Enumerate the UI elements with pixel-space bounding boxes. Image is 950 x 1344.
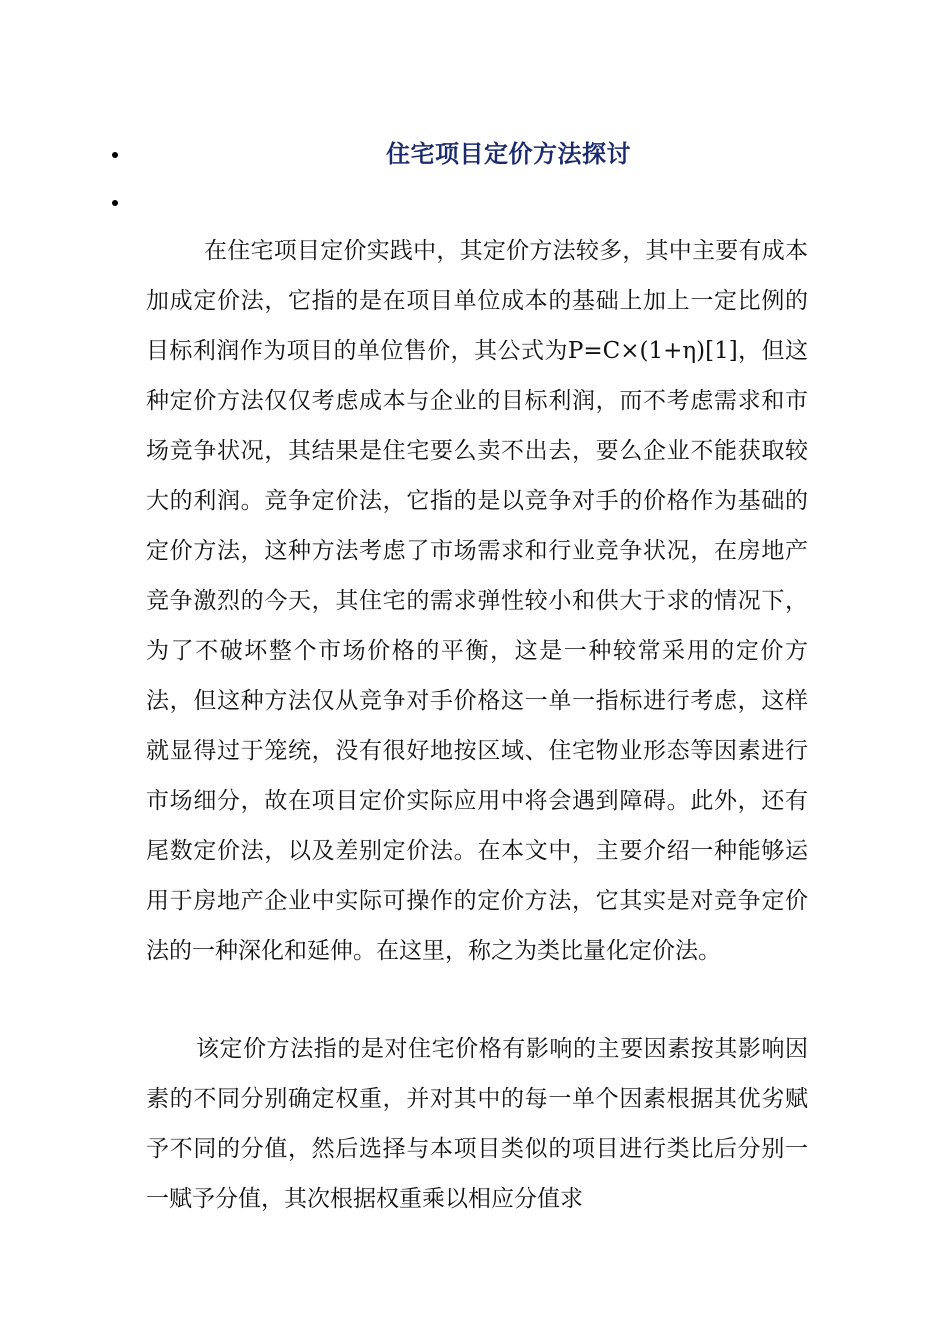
paragraph-1: 在住宅项目定价实践中，其定价方法较多，其中主要有成本加成定价法，它指的是在项目单位成本的基础上加上一定比例的目标利润作为项目的单位售价，其公式为P=C×(1+η)[1]，但这种定价方法仅仅考虑成本与企业的目标利润，而不考虑需求和市场竞争状况，其结果是住宅要么卖不出去，要么企业不能获取较大的利润。竞争定价法，它指的是以竞争对手的价格作为基础的定价方法，这种方法考虑了市场需求和行业竞争状况，在房地产竞争激烈的今天，其住宅的需求弹性较小和供大于求的情况下，为了不破坏整个市场价格的平衡，这是一种较常采用的定价方法，但这种方法仅从竞争对手价格这一单一指标进行考虑，这样就显得过于笼统，没有很好地按区域、住宅物业形态等因素进行市场细分，故在项目定价实际应用中将会遇到障碍。此外，还有尾数定价法，以及差别定价法。在本文中，主要介绍一种能够运用于房地产企业中实际可操作的定价方法，它其实是对竞争定价法的一种深化和延伸。在这里，称之为类比量化定价法。 (146, 238, 808, 964)
list-bullet (112, 152, 118, 158)
document-title: 住宅项目定价方法探讨 (386, 139, 631, 168)
list-bullet (112, 200, 118, 206)
paragraph-2: 该定价方法指的是对住宅价格有影响的主要因素按其影响因素的不同分别确定权重，并对其中的每一单个因素根据其优劣赋予不同的分值，然后选择与本项目类似的项目进行类比后分别一一赋予分值，其次根据权重乘以相应分值求 (146, 1036, 808, 1212)
